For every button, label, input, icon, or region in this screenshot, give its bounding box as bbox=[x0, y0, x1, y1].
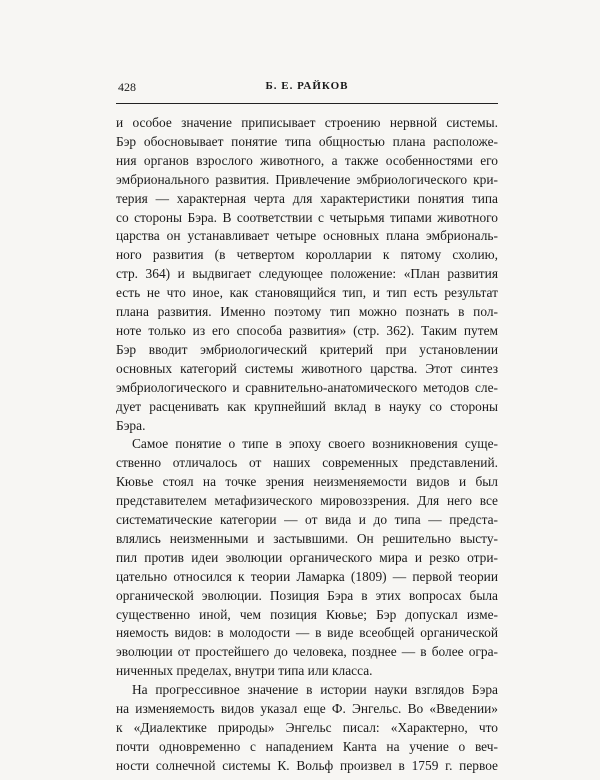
text-line: терия — характерная черта для характеристики понятия типа bbox=[116, 190, 498, 206]
text-line: цательно относился к теории Ламарка (1809) — первой теории bbox=[116, 568, 498, 584]
text-line: основных категорий системы животного царства. Этот синтез bbox=[116, 360, 498, 376]
text-line: есть не что иное, как становящийся тип, и тип есть результат bbox=[116, 285, 498, 301]
text-line: дует расценивать как крупнейший вклад в науку со стороны bbox=[116, 398, 498, 414]
paragraph bbox=[116, 435, 498, 681]
text-line: органической эволюции. Позиция Бэра в этих вопросах была bbox=[116, 587, 498, 603]
text-line: систематические категории — от вида и до типа — предста- bbox=[116, 512, 498, 528]
text-line: ности солнечной системы К. Вольф произвел в 1759 г. первое bbox=[116, 757, 498, 773]
text-line: Бэр обосновывает понятие типа общностью плана расположе- bbox=[116, 133, 498, 149]
text-line: пил против идеи эволюции органического мира и резко отри- bbox=[116, 549, 498, 565]
text-line: ственно отличалось от наших современных представлений. bbox=[116, 455, 498, 471]
text-line: Самое понятие о типе в эпоху своего возникновения суще- bbox=[132, 436, 498, 452]
text-line: представителем метафизического мировоззрения. Для него все bbox=[116, 493, 498, 509]
text-line: влялись неизменными и застывшими. Он решительно высту- bbox=[116, 530, 498, 546]
text-line: няемость видов: в молодости — в виде всеобщей органической bbox=[116, 625, 498, 641]
text-line: эмбрионального развития. Привлечение эмбриологического кри- bbox=[116, 171, 498, 187]
paragraph bbox=[116, 681, 498, 776]
paragraph bbox=[116, 114, 498, 435]
page-number: 428 bbox=[118, 80, 136, 94]
text-line: царства он устанавливает четыре основных плана эмбриональ- bbox=[116, 228, 498, 244]
body-text bbox=[116, 114, 498, 776]
page-header bbox=[118, 80, 496, 98]
text-line: Кювье стоял на точке зрения неизменяемости видов и был bbox=[116, 474, 498, 490]
text-line: и особое значение приписывает строению нервной системы. bbox=[116, 115, 498, 130]
text-line: на изменяемость видов указал еще Ф. Энгельс. Во «Введении» bbox=[116, 701, 498, 717]
text-line: На прогрессивное значение в истории науки взглядов Бэра bbox=[132, 682, 498, 698]
text-line: эмбриологического и сравнительно-анатомического методов сле- bbox=[116, 379, 498, 395]
header-rule bbox=[116, 103, 498, 104]
running-head: Б. Е. РАЙКОВ bbox=[265, 80, 349, 92]
text-line: ниченных пределах, внутри типа или класса. bbox=[116, 663, 373, 679]
text-line: почти одновременно с нападением Канта на учение о веч- bbox=[116, 738, 498, 754]
text-line: стр. 364) и выдвигает следующее положение: «План развития bbox=[116, 266, 498, 282]
text-line: к «Диалектике природы» Энгельс писал: «Характерно, что bbox=[116, 720, 498, 735]
text-line: эволюции от простейшего до человека, позднее — в более огра- bbox=[116, 644, 498, 660]
text-line: ного развития (в четвертом королларии к пятому схолию, bbox=[116, 247, 498, 263]
text-line: ния органов взрослого животного, а также особенностями его bbox=[116, 152, 498, 168]
text-line: Бэра. bbox=[116, 417, 146, 433]
text-line: ноте только из его способа развития» (стр. 362). Таким путем bbox=[116, 322, 498, 338]
text-line: Бэр вводит эмбриологический критерий при установлении bbox=[116, 341, 498, 357]
text-line: плана развития. Именно поэтому тип можно познать в пол- bbox=[116, 304, 498, 320]
text-line: существенно иной, чем позиция Кювье; Бэр допускал изме- bbox=[116, 606, 498, 622]
text-line: со стороны Бэра. В соответствии с четырьмя типами животного bbox=[116, 209, 498, 225]
